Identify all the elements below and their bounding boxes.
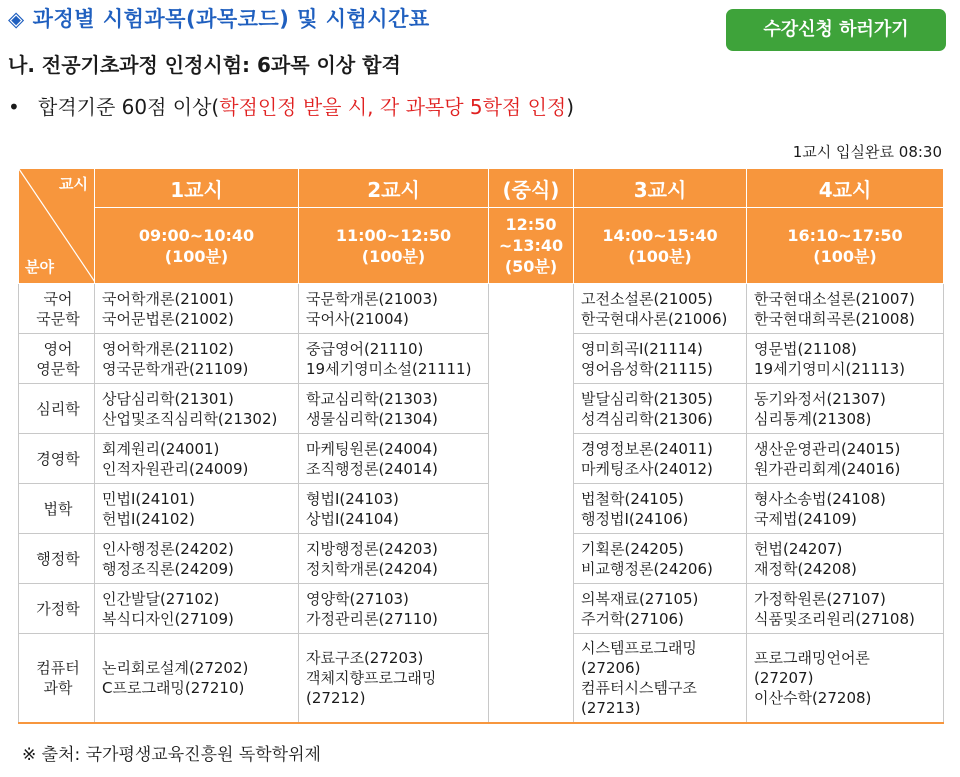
course-name: 형법I(24103)	[306, 489, 399, 508]
course-cell	[95, 584, 299, 634]
lunch-break-cell	[489, 284, 574, 724]
section-subtitle: 나. 전공기초과정 인정시험: 6과목 이상 합격	[8, 53, 401, 77]
criteria-highlight: 학점인정 받을 시, 각 과목당 5학점 인정	[219, 95, 567, 119]
field-cell	[19, 284, 95, 334]
course-cell	[747, 384, 944, 434]
period-duration: (100분)	[164, 246, 229, 266]
table-row	[19, 534, 944, 584]
enroll-button[interactable]: 수강신청 하러가기	[726, 9, 946, 51]
header-corner-cell	[19, 169, 95, 284]
course-cell	[299, 484, 489, 534]
period-duration: (100분)	[813, 246, 877, 266]
course-name: C프로그래밍(27210)	[102, 679, 245, 697]
lunch-start: 12:50	[505, 215, 557, 234]
course-cell	[95, 484, 299, 534]
course-cell	[299, 534, 489, 584]
course-name: 성격심리학(21306)	[581, 409, 713, 428]
field-cell	[19, 534, 95, 584]
period-time-4	[747, 208, 944, 284]
course-name: 영어학개론(21102)	[102, 339, 234, 358]
course-name: 마케팅조사(24012)	[581, 459, 713, 478]
corner-field-label: 분야	[25, 258, 54, 276]
period-duration: (100분)	[361, 246, 426, 266]
field-name: 과학	[43, 679, 73, 697]
bullet-icon: •	[8, 95, 20, 119]
table-row	[19, 634, 944, 724]
table-row	[19, 434, 944, 484]
course-cell	[95, 634, 299, 724]
course-name: 회계원리(24001)	[102, 439, 220, 458]
course-name: 지방행정론(24203)	[306, 539, 438, 558]
course-name: 인적자원관리(24009)	[102, 459, 249, 478]
table-row	[19, 384, 944, 434]
course-name: 영국문학개관(21109)	[102, 359, 249, 378]
field-name: 가정학	[36, 599, 80, 618]
field-name: 법학	[43, 499, 73, 518]
course-cell	[95, 334, 299, 384]
course-name: 객체지향프로그래밍	[306, 669, 437, 687]
page-title-text: 과정별 시험과목(과목코드) 및 시험시간표	[32, 7, 430, 31]
course-name: 원가관리회계(24016)	[754, 459, 901, 478]
period-time-2	[299, 208, 489, 284]
course-cell	[299, 334, 489, 384]
course-cell	[299, 284, 489, 334]
course-cell	[747, 334, 944, 384]
course-cell	[95, 434, 299, 484]
course-name: 발달심리학(21305)	[581, 389, 713, 408]
course-name: 생산운영관리(24015)	[754, 439, 901, 458]
course-name: 상법I(24104)	[306, 509, 399, 528]
table-row	[19, 484, 944, 534]
course-name: (27213)	[581, 699, 641, 717]
course-name: 가정관리론(27110)	[306, 609, 438, 628]
lunch-header: (중식)	[489, 169, 574, 208]
course-name: 논리회로설계(27202)	[102, 659, 249, 677]
period-time: 11:00~12:50	[335, 225, 452, 245]
course-cell	[747, 434, 944, 484]
field-name: 영어	[43, 339, 73, 358]
period-time-3	[574, 208, 747, 284]
course-name: 생물심리학(21304)	[306, 409, 438, 428]
course-cell	[95, 284, 299, 334]
course-cell	[95, 384, 299, 434]
table-row	[19, 284, 944, 334]
course-name: 식품및조리원리(27108)	[754, 609, 915, 628]
course-name: 19세기영미소설(21111)	[306, 359, 472, 378]
period-duration: (100분)	[628, 246, 692, 266]
entry-time-note: 1교시 입실완료 08:30	[792, 143, 942, 161]
period-time: 14:00~15:40	[602, 225, 718, 245]
criteria-prefix: 합격기준 60점 이상(	[38, 95, 220, 119]
course-name: 고전소설론(21005)	[581, 289, 713, 308]
course-cell	[574, 634, 747, 724]
course-cell	[747, 284, 944, 334]
period-header-1: 1교시	[95, 169, 299, 208]
field-cell	[19, 634, 95, 724]
field-cell	[19, 484, 95, 534]
course-name: 헌법(24207)	[754, 539, 843, 558]
field-cell	[19, 584, 95, 634]
field-name: 행정학	[36, 549, 80, 568]
course-name: 상담심리학(21301)	[102, 389, 234, 408]
field-cell	[19, 334, 95, 384]
course-name: 비교행정론(24206)	[581, 559, 713, 578]
course-name: 민법I(24101)	[102, 489, 195, 508]
course-cell	[299, 384, 489, 434]
exam-schedule-table	[18, 168, 944, 724]
course-name: 산업및조직심리학(21302)	[102, 409, 278, 428]
course-name: 재정학(24208)	[754, 559, 857, 578]
course-name: 경영정보론(24011)	[581, 439, 713, 458]
field-name: 컴퓨터	[36, 659, 80, 677]
period-time: 09:00~10:40	[138, 225, 255, 245]
course-name: 이산수학(27208)	[754, 689, 872, 707]
course-name: 영양학(27103)	[306, 589, 409, 608]
page-title	[8, 4, 430, 34]
course-name: (27206)	[581, 659, 641, 677]
lunch-time	[489, 208, 574, 284]
course-cell	[574, 384, 747, 434]
course-name: 한국현대희곡론(21008)	[754, 309, 915, 328]
course-name: 기획론(24205)	[581, 539, 684, 558]
period-time-1	[95, 208, 299, 284]
course-cell	[747, 634, 944, 724]
course-cell	[299, 584, 489, 634]
course-cell	[574, 284, 747, 334]
course-name: 가정학원론(27107)	[754, 589, 886, 608]
course-name: (27207)	[754, 669, 814, 687]
course-name: 심리통계(21308)	[754, 409, 872, 428]
field-name: 경영학	[36, 449, 80, 468]
course-cell	[747, 534, 944, 584]
course-cell	[574, 584, 747, 634]
course-name: 헌법I(24102)	[102, 509, 195, 528]
course-name: 영어음성학(21115)	[581, 359, 713, 378]
course-cell	[574, 534, 747, 584]
schedule-body	[19, 284, 944, 724]
pass-criteria	[8, 92, 574, 122]
course-name: 행정조직론(24209)	[102, 559, 234, 578]
course-name: 자료구조(27203)	[306, 649, 424, 667]
source-note: ※ 출처: 국가평생교육진흥원 독학학위제	[22, 745, 321, 765]
course-cell	[299, 434, 489, 484]
course-name: 정치학개론(24204)	[306, 559, 438, 578]
period-header-3: 3교시	[574, 169, 747, 208]
course-name: 중급영어(21110)	[306, 339, 424, 358]
course-name: 동기와정서(21307)	[754, 389, 886, 408]
course-name: 시스템프로그래밍	[581, 639, 697, 657]
course-name: 국문학개론(21003)	[306, 289, 438, 308]
course-name: 19세기영미시(21113)	[754, 359, 905, 378]
period-header-4: 4교시	[747, 169, 944, 208]
period-time: 16:10~17:50	[787, 225, 903, 245]
table-row	[19, 584, 944, 634]
course-name: 국어사(21004)	[306, 309, 409, 328]
course-name: 영미희곡I(21114)	[581, 339, 703, 358]
course-name: 인간발달(27102)	[102, 589, 220, 608]
course-cell	[574, 434, 747, 484]
course-name: 인사행정론(24202)	[102, 539, 234, 558]
course-name: 한국현대소설론(21007)	[754, 289, 915, 308]
course-cell	[299, 634, 489, 724]
field-name: 국문학	[36, 309, 80, 328]
course-name: 마케팅원론(24004)	[306, 439, 438, 458]
course-name: 국어학개론(21001)	[102, 289, 234, 308]
field-name: 심리학	[36, 399, 80, 418]
corner-period-label: 교시	[59, 175, 88, 193]
course-cell	[574, 484, 747, 534]
course-name: 조직행정론(24014)	[306, 459, 438, 478]
course-name: 국어문법론(21002)	[102, 309, 234, 328]
diamond-icon: ◈	[8, 7, 25, 31]
course-cell	[574, 334, 747, 384]
course-cell	[747, 584, 944, 634]
course-name: 프로그래밍언어론	[754, 649, 870, 667]
course-name: 복식디자인(27109)	[102, 609, 234, 628]
field-cell	[19, 434, 95, 484]
course-name: 한국현대사론(21006)	[581, 309, 728, 328]
course-name: (27212)	[306, 689, 366, 707]
course-name: 의복재료(27105)	[581, 589, 699, 608]
course-name: 법철학(24105)	[581, 489, 684, 508]
course-name: 형사소송법(24108)	[754, 489, 886, 508]
period-header-2: 2교시	[299, 169, 489, 208]
field-name: 영문학	[36, 359, 80, 378]
course-name: 행정법I(24106)	[581, 509, 689, 528]
course-name: 컴퓨터시스템구조	[581, 679, 697, 697]
lunch-duration: (50분)	[504, 257, 558, 276]
course-cell	[747, 484, 944, 534]
course-name: 국제법(24109)	[754, 509, 857, 528]
course-name: 학교심리학(21303)	[306, 389, 438, 408]
table-row	[19, 334, 944, 384]
course-name: 주거학(27106)	[581, 609, 684, 628]
field-cell	[19, 384, 95, 434]
lunch-end: ~13:40	[498, 236, 564, 255]
course-cell	[95, 534, 299, 584]
criteria-suffix: )	[566, 95, 575, 119]
field-name: 국어	[43, 289, 73, 308]
course-name: 영문법(21108)	[754, 339, 857, 358]
